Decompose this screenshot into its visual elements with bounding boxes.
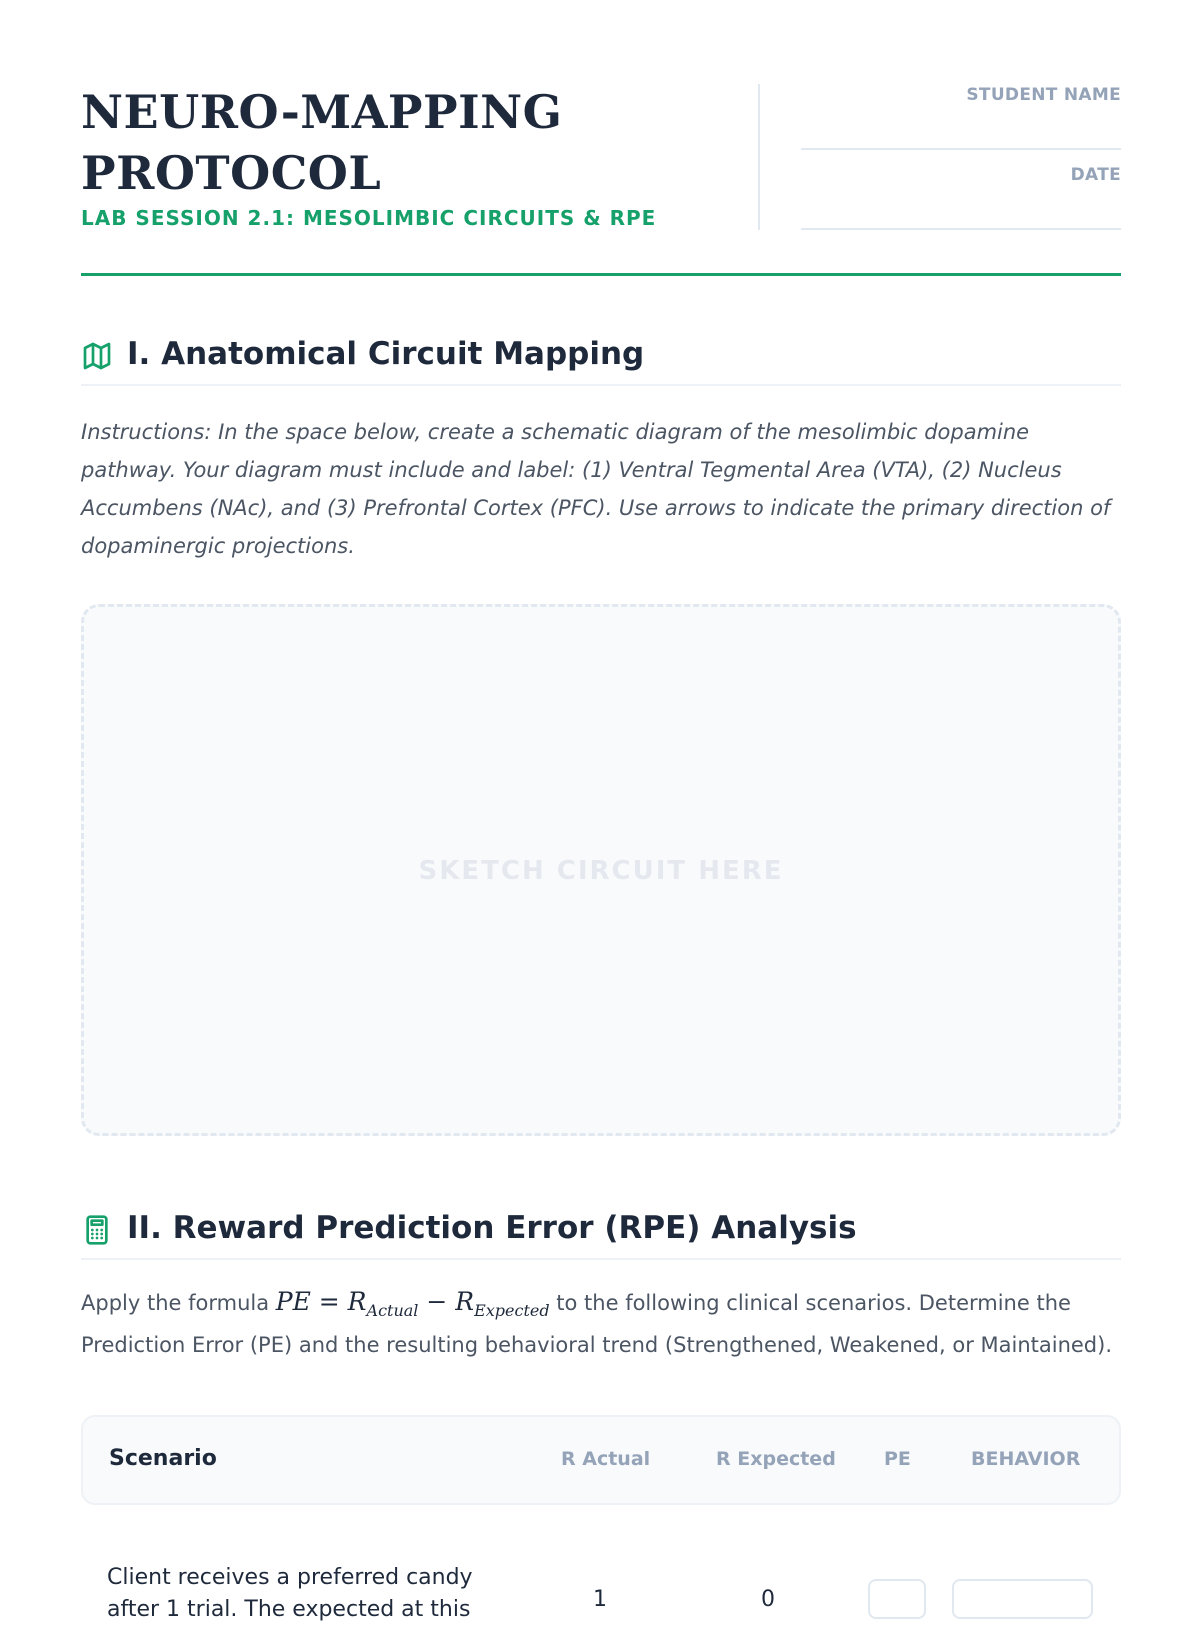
col-r-actual: R Actual [561, 1448, 651, 1470]
table-row [81, 1542, 1121, 1622]
col-behavior: BEHAVIOR [971, 1448, 1081, 1470]
date-field[interactable] [801, 162, 1121, 242]
section-2-title: II. Reward Prediction Error (RPE) Analysis [127, 1210, 857, 1246]
row-scenario: Client receives a preferred candy after 1 trial. The expected at this [107, 1565, 473, 1622]
session-subtitle: LAB SESSION 2.1: MESOLIMBIC CIRCUITS & RPE [81, 206, 657, 230]
formula-main: PE = R [275, 1287, 367, 1316]
rpe-instructions [81, 1285, 1126, 1362]
header-divider [758, 84, 760, 230]
rpe-formula [275, 1287, 550, 1320]
rpe-table-header [81, 1415, 1121, 1505]
formula-mid: − R [418, 1287, 475, 1316]
behavior-input[interactable] [952, 1579, 1093, 1619]
student-meta [801, 82, 1121, 242]
date-label: DATE [1070, 165, 1121, 185]
rpe-intro-after: to the following clinical scenarios. Determine the Prediction Error (PE) and the resulting behavioral trend (Strengthened, Weakened, or Maintained). [81, 1291, 1113, 1357]
sketch-placeholder: SKETCH CIRCUIT HERE [418, 856, 784, 886]
worksheet-header [81, 82, 1121, 232]
map-icon [81, 340, 113, 372]
student-name-label: STUDENT NAME [966, 85, 1121, 105]
formula-sub-actual: Actual [366, 1301, 419, 1320]
rpe-intro-before: Apply the formula [81, 1291, 270, 1315]
worksheet-page [81, 0, 1121, 1622]
col-r-expected: R Expected [716, 1448, 836, 1470]
title-line-1: NEURO-MAPPING [81, 85, 563, 139]
section-2-heading [81, 1208, 1121, 1260]
header-rule [81, 273, 1121, 276]
title-line-2: PROTOCOL [81, 146, 382, 200]
col-scenario: Scenario [109, 1446, 217, 1471]
row-r-expected: 0 [761, 1587, 775, 1612]
title-block [81, 82, 741, 232]
date-line[interactable] [801, 228, 1121, 230]
formula-sub-expected: Expected [474, 1301, 550, 1320]
row-r-actual: 1 [593, 1587, 607, 1612]
student-name-line[interactable] [801, 148, 1121, 150]
section-1-title: I. Anatomical Circuit Mapping [127, 336, 645, 372]
page-title [81, 82, 741, 204]
section-1-heading [81, 334, 1121, 386]
student-name-field[interactable] [801, 82, 1121, 162]
section-1-instructions: Instructions: In the space below, create a schematic diagram of the mesolimbic dopamine pathway. Your diagram must include and label: (1) Ventral Tegmental Area (VTA), (2) Nucleus Accumbens (NAc), and (3) Prefrontal Cortex (PFC). Use arrows to indicate the primary direction of dopaminergic projections. [81, 420, 1111, 558]
col-pe: PE [884, 1448, 911, 1470]
pe-input[interactable] [868, 1579, 926, 1619]
calculator-icon [81, 1214, 113, 1246]
sketch-area[interactable] [81, 604, 1121, 1136]
